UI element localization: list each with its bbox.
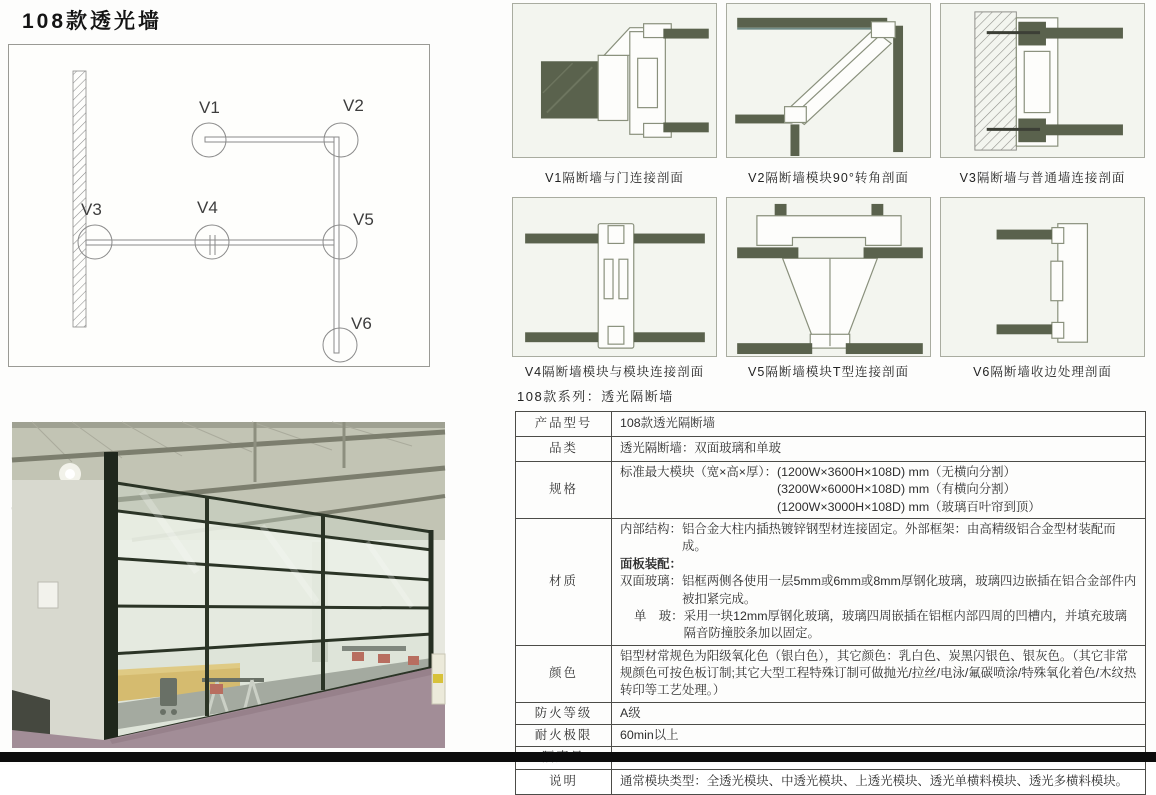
section-drawing-v2 xyxy=(726,3,931,158)
row-value: 108款透光隔断墙 xyxy=(612,412,1146,437)
floor-plan-svg xyxy=(9,45,429,366)
section-drawing-v1 xyxy=(512,3,717,158)
glass-bar xyxy=(735,115,792,124)
table-row xyxy=(516,645,1146,702)
caption-v2: V2隔断墙模块90°转角剖面 xyxy=(748,171,909,185)
wall-top xyxy=(205,137,339,142)
series-note: 108款系列：透光隔断墙 xyxy=(517,389,674,404)
row-label: 品类 xyxy=(516,437,612,462)
table-row xyxy=(516,412,1146,437)
section-drawing-v5 xyxy=(726,197,931,357)
label-v4: V4 xyxy=(197,198,218,217)
glass-bar xyxy=(634,332,705,342)
row-label: 说明 xyxy=(516,769,612,794)
spec-line: (1200W×3600H×108D) mm（无横向分割） xyxy=(776,465,1016,479)
glass-rail xyxy=(110,606,432,608)
glass-bar xyxy=(864,247,923,258)
glass-bar xyxy=(737,247,798,258)
row-value: 60min以上 xyxy=(612,725,1146,747)
glass-bar xyxy=(634,234,705,244)
row-label: 产品型号 xyxy=(516,412,612,437)
material-structure-text: 铝合金大柱内插热镀锌钢型材连接固定。外部框架：由高精级铝合金型材装配而成。 xyxy=(681,522,1116,554)
glass-bar xyxy=(997,230,1052,240)
material-single-label: 单 玻： xyxy=(634,608,684,623)
section-drawing-v3 xyxy=(940,3,1145,158)
spec-line: (1200W×3000H×108D) mm（玻璃百叶帘到顶） xyxy=(776,499,1041,514)
glass-bar xyxy=(893,26,903,152)
wall-mullion xyxy=(104,452,118,740)
floor-plan-diagram xyxy=(8,44,430,367)
material-single-text: 采用一块12mm厚钢化玻璃，玻璃四周嵌插在铝框内部四周的凹槽内，并填充玻璃隔音防撞胶条加以固定。 xyxy=(683,608,1127,641)
table-row xyxy=(516,462,1146,519)
table-row xyxy=(516,519,1146,646)
row-value: 铝型材常规色为阳级氧化色（银白色），其它颜色：乳白色、炭黑闪银色、银灰色。（其它非常规颜色可按色板订制;其它大型工程特殊订制可做抛光/拉丝/电泳/氟碳喷涂/特殊氧化着色/木纹热转印等工艺处理。） xyxy=(612,645,1146,702)
label-v1: V1 xyxy=(199,98,220,117)
glass-bar xyxy=(737,343,812,354)
spec-intro: 标准最大模块（宽×高×厚）： xyxy=(620,465,777,479)
node-v6 xyxy=(323,328,357,362)
glass-bar xyxy=(525,332,598,342)
table-row xyxy=(516,437,1146,462)
caption-v3: V3隔断墙与普通墙连接剖面 xyxy=(959,171,1126,185)
row-value xyxy=(612,462,1146,519)
product-photo xyxy=(12,422,445,748)
existing-wall-hatch xyxy=(73,71,86,327)
label-v3: V3 xyxy=(81,200,102,219)
glass-bar xyxy=(790,124,799,156)
row-label: 材质 xyxy=(516,519,612,646)
row-value xyxy=(612,519,1146,646)
wall-sign xyxy=(38,582,58,608)
glass-bar xyxy=(663,29,708,39)
spec-table xyxy=(515,411,1146,795)
caption-v5: V5隔断墙模块T型连接剖面 xyxy=(748,365,909,379)
row-value: 通常模块类型：全透光模块、中透光模块、上透光模块、透光单横料模块、透光多横料模块。 xyxy=(612,769,1146,794)
row-label: 耐火极限 xyxy=(516,725,612,747)
material-double-label: 双面玻璃： xyxy=(620,574,682,589)
glass-bar xyxy=(525,234,598,244)
glass-bar xyxy=(737,18,887,28)
row-value: 透光隔断墙：双面玻璃和单玻 xyxy=(612,437,1146,462)
material-double-text: 铝框两侧各使用一层5mm或6mm或8mm厚钢化玻璃，玻璃四边嵌插在铝合金部件内被扣紧完成。 xyxy=(681,574,1137,606)
glass-bar xyxy=(846,343,923,354)
table-row xyxy=(516,725,1146,747)
glass-bar xyxy=(663,122,708,132)
label-v6: V6 xyxy=(351,314,372,333)
row-value: A级 xyxy=(612,702,1146,724)
row-label: 规格 xyxy=(516,462,612,519)
row-label: 颜色 xyxy=(516,645,612,702)
table-row xyxy=(516,769,1146,794)
material-panel-header: 面板装配： xyxy=(620,556,682,571)
spec-line: (3200W×6000H×108D) mm（有横向分割） xyxy=(776,482,1016,497)
glass-bar xyxy=(1038,28,1123,39)
glass-bar xyxy=(1038,124,1123,135)
section-drawing-v4 xyxy=(512,197,717,357)
label-v5: V5 xyxy=(353,210,374,229)
caption-v4: V4隔断墙模块与模块连接剖面 xyxy=(524,365,705,379)
material-structure-label: 内部结构： xyxy=(620,522,682,537)
page-title: 108款透光墙 xyxy=(22,10,163,33)
label-v2: V2 xyxy=(343,96,364,115)
row-label: 防火等级 xyxy=(516,702,612,724)
bottom-black-bar xyxy=(0,752,1156,762)
caption-v6: V6隔断墙收边处理剖面 xyxy=(973,365,1112,379)
section-drawing-v6 xyxy=(940,197,1145,357)
caption-v1: V1隔断墙与门连接剖面 xyxy=(545,171,684,185)
glass-bar xyxy=(997,324,1052,334)
table-row xyxy=(516,702,1146,724)
wall-vertical xyxy=(334,137,339,353)
